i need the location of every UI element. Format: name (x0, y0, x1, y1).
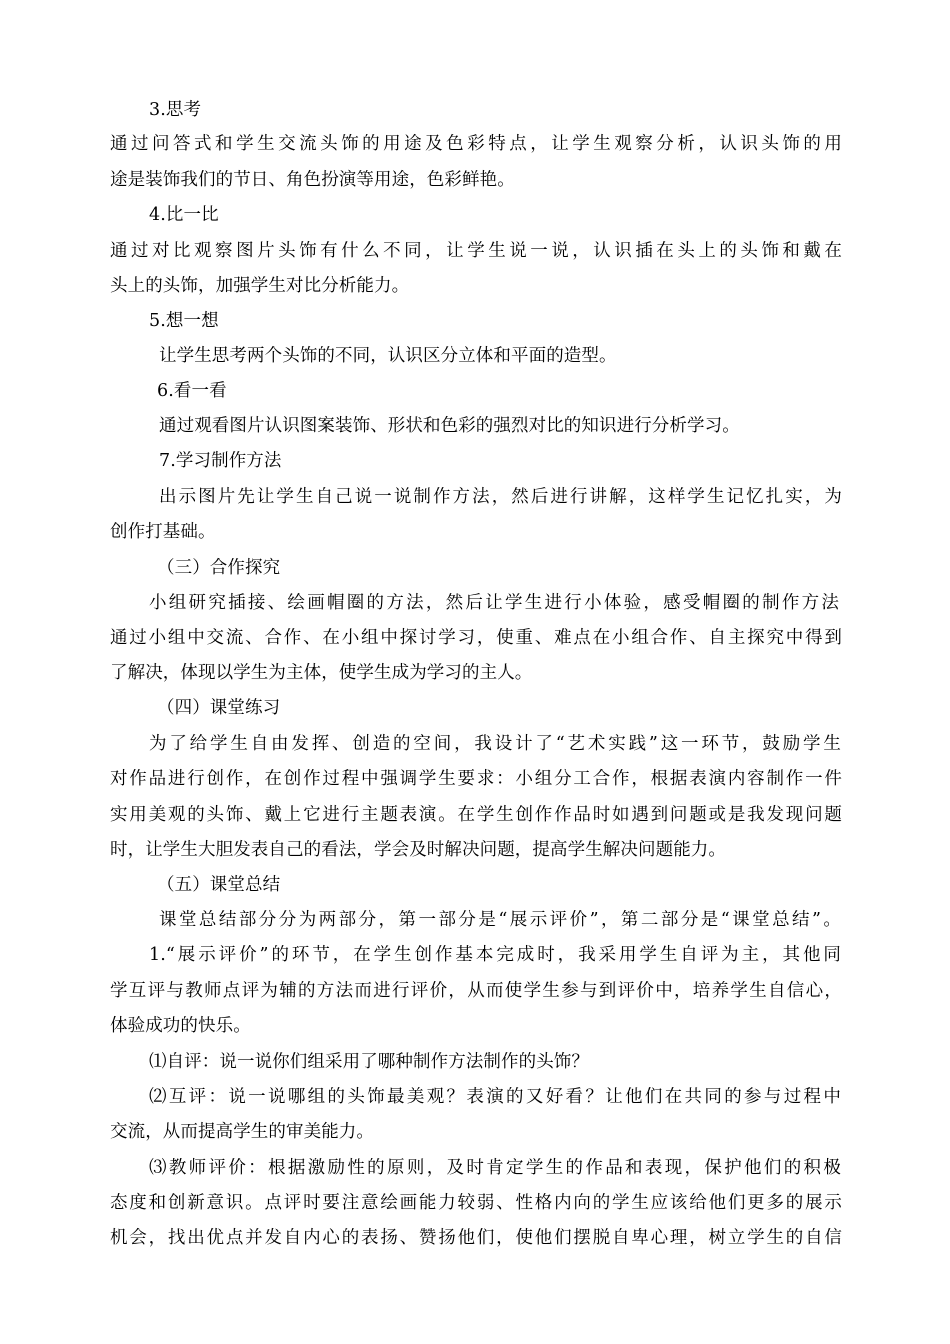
paragraph-line: 为了给学生自由发挥、创造的空间，我设计了“艺术实践”这一环节，鼓励学生 (149, 734, 841, 754)
paragraph-line: 通过观看图片认识图案装饰、形状和色彩的强烈对比的知识进行分析学习。 (159, 416, 740, 436)
section-heading-cooperation: （三）合作探究 (157, 558, 281, 578)
paragraph-line: 途是装饰我们的节日、角色扮演等用途，色彩鲜艳。 (110, 170, 515, 190)
paragraph-line: 体验成功的快乐。 (110, 1016, 251, 1036)
paragraph-line: 创作打基础。 (110, 522, 216, 542)
paragraph-line: 机会，找出优点并发自内心的表扬、赞扬他们，使他们摆脱自卑心理，树立学生的自信 (110, 1228, 842, 1248)
heading-reflect: 5.想一想 (149, 311, 219, 331)
paragraph-line: 了解决，体现以学生为主体，使学生成为学习的主人。 (110, 663, 533, 683)
paragraph-line: 出示图片先让学生自己说一说制作方法，然后进行讲解，这样学生记忆扎实，为 (159, 487, 842, 507)
paragraph-line: 学互评与教师点评为辅的方法而进行评价，从而使学生参与到评价中，培养学生自信心， (110, 981, 842, 1001)
list-item-peer-evaluation: ⑵互评：说一说哪组的头饰最美观？表演的又好看？让他们在共同的参与过程中 (149, 1087, 841, 1107)
paragraph-line: 实用美观的头饰、戴上它进行主题表演。在学生创作作品时如遇到问题或是我发现问题 (110, 805, 842, 825)
paragraph-line: 小组研究插接、绘画帽圈的方法，然后让学生进行小体验，感受帽圈的制作方法 (149, 593, 839, 613)
paragraph-line: 态度和创新意识。点评时要注意绘画能力较弱、性格内向的学生应该给他们更多的展示 (110, 1193, 842, 1213)
paragraph-line: 时，让学生大胆发表自己的看法，学会及时解决问题，提高学生解决问题能力。 (110, 840, 726, 860)
heading-compare: 4.比一比 (149, 205, 219, 225)
paragraph-line: 通过小组中交流、合作、在小组中探讨学习，使重、难点在小组合作、自主探究中得到 (110, 628, 842, 648)
heading-think: 3.思考 (149, 100, 202, 120)
paragraph-line: 通过问答式和学生交流头饰的用途及色彩特点，让学生观察分析，认识头饰的用 (110, 134, 842, 154)
paragraph-line: 1.“展示评价”的环节，在学生创作基本完成时，我采用学生自评为主，其他同 (149, 945, 841, 965)
heading-method: 7.学习制作方法 (159, 451, 282, 471)
paragraph-line: 通过对比观察图片头饰有什么不同，让学生说一说，认识插在头上的头饰和戴在 (110, 241, 842, 261)
paragraph-line: 交流，从而提高学生的审美能力。 (110, 1122, 374, 1142)
paragraph-line: 让学生思考两个头饰的不同，认识区分立体和平面的造型。 (159, 346, 617, 366)
section-heading-practice: （四）课堂练习 (157, 698, 281, 718)
list-item-teacher-evaluation: ⑶教师评价：根据激励性的原则，及时肯定学生的作品和表现，保护他们的积极 (149, 1158, 841, 1178)
paragraph-line: 对作品进行创作，在创作过程中强调学生要求：小组分工合作，根据表演内容制作一件 (110, 769, 842, 789)
paragraph-line: 课堂总结部分分为两部分，第一部分是“展示评价”，第二部分是“课堂总结”。 (159, 910, 841, 930)
section-heading-summary: （五）课堂总结 (157, 875, 281, 895)
heading-look: 6.看一看 (157, 381, 227, 401)
list-item-self-evaluation: ⑴自评：说一说你们组采用了哪种制作方法制作的头饰？ (149, 1052, 589, 1072)
paragraph-line: 头上的头饰，加强学生对比分析能力。 (110, 276, 410, 296)
